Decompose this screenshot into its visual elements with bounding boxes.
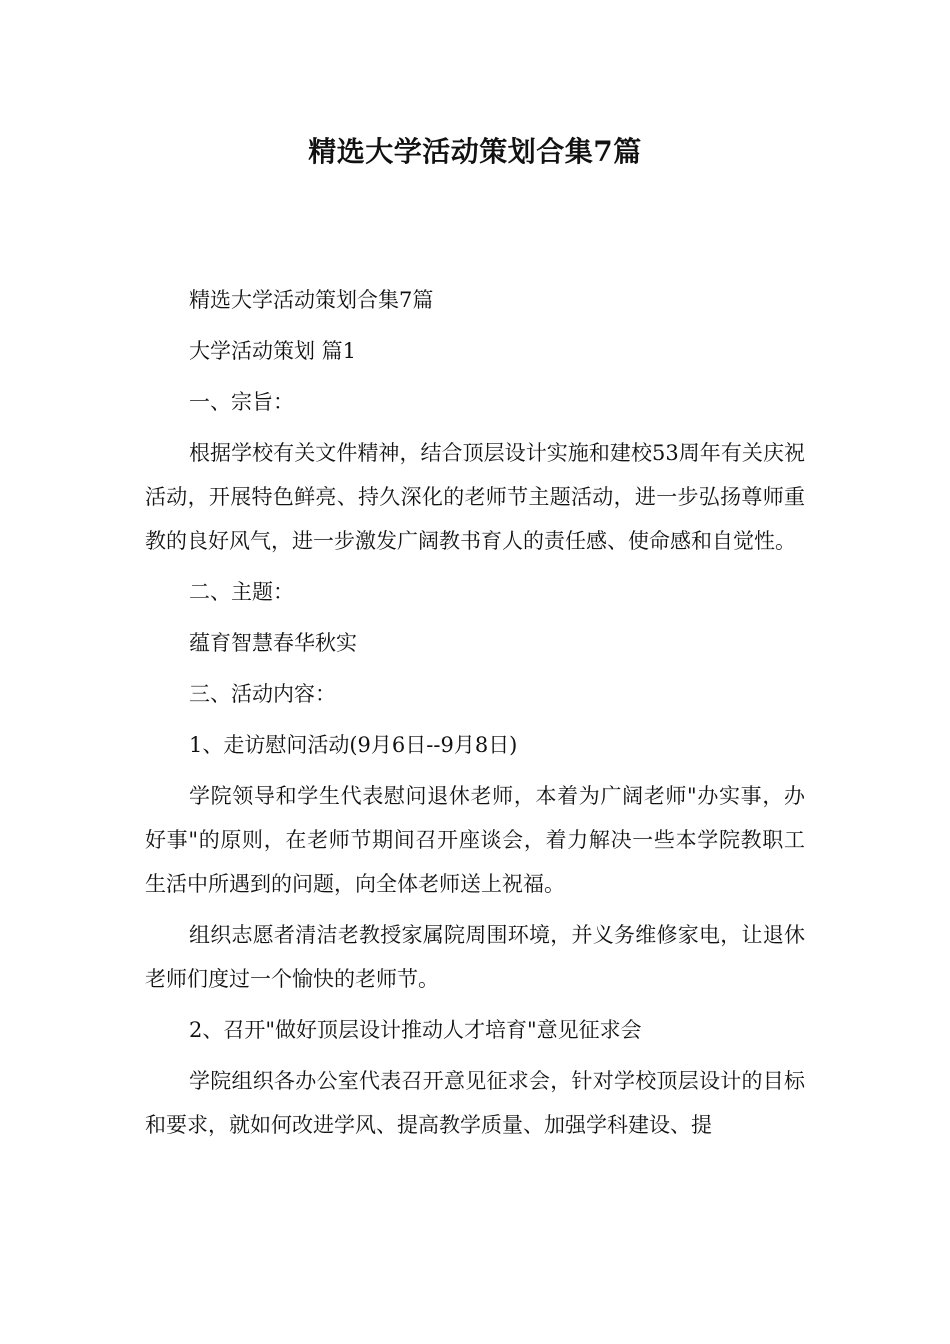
paragraph: 学院组织各办公室代表召开意见征求会，针对学校顶层设计的目标和要求，就如何改进学风、提高教学质量、加强学科建设、提: [145, 1069, 805, 1137]
paragraph: 根据学校有关文件精神，结合顶层设计实施和建校53周年有关庆祝活动，开展特色鲜亮、持久深化的老师节主题活动，进一步弘扬尊师重教的良好风气，进一步激发广阔教书育人的责任感、使命感和自觉性。: [145, 441, 805, 553]
paragraph: 精选大学活动策划合集7篇: [189, 288, 434, 312]
section-heading: 大学活动策划 篇1: [189, 339, 357, 363]
section-heading: 二、主题：: [189, 580, 294, 604]
document-body: [145, 278, 805, 1154]
paragraph: 蕴育智慧春华秋实: [189, 631, 357, 655]
section-heading: 三、活动内容：: [189, 682, 336, 706]
section-heading: 1、走访慰问活动(9月6日--9月8日): [189, 733, 518, 757]
section-heading: 2、召开"做好顶层设计推动人才培育"意见征求会: [189, 1018, 642, 1042]
document-title: 精选大学活动策划合集7篇: [308, 135, 642, 168]
paragraph: 组织志愿者清洁老教授家属院周围环境，并义务维修家电，让退休老师们度过一个愉快的老师节。: [145, 923, 805, 991]
paragraph: 学院领导和学生代表慰问退休老师，本着为广阔老师"办实事，办好事"的原则，在老师节期间召开座谈会，着力解决一些本学院教职工生活中所遇到的问题，向全体老师送上祝福。: [145, 784, 805, 896]
section-heading: 一、宗旨：: [189, 390, 294, 414]
